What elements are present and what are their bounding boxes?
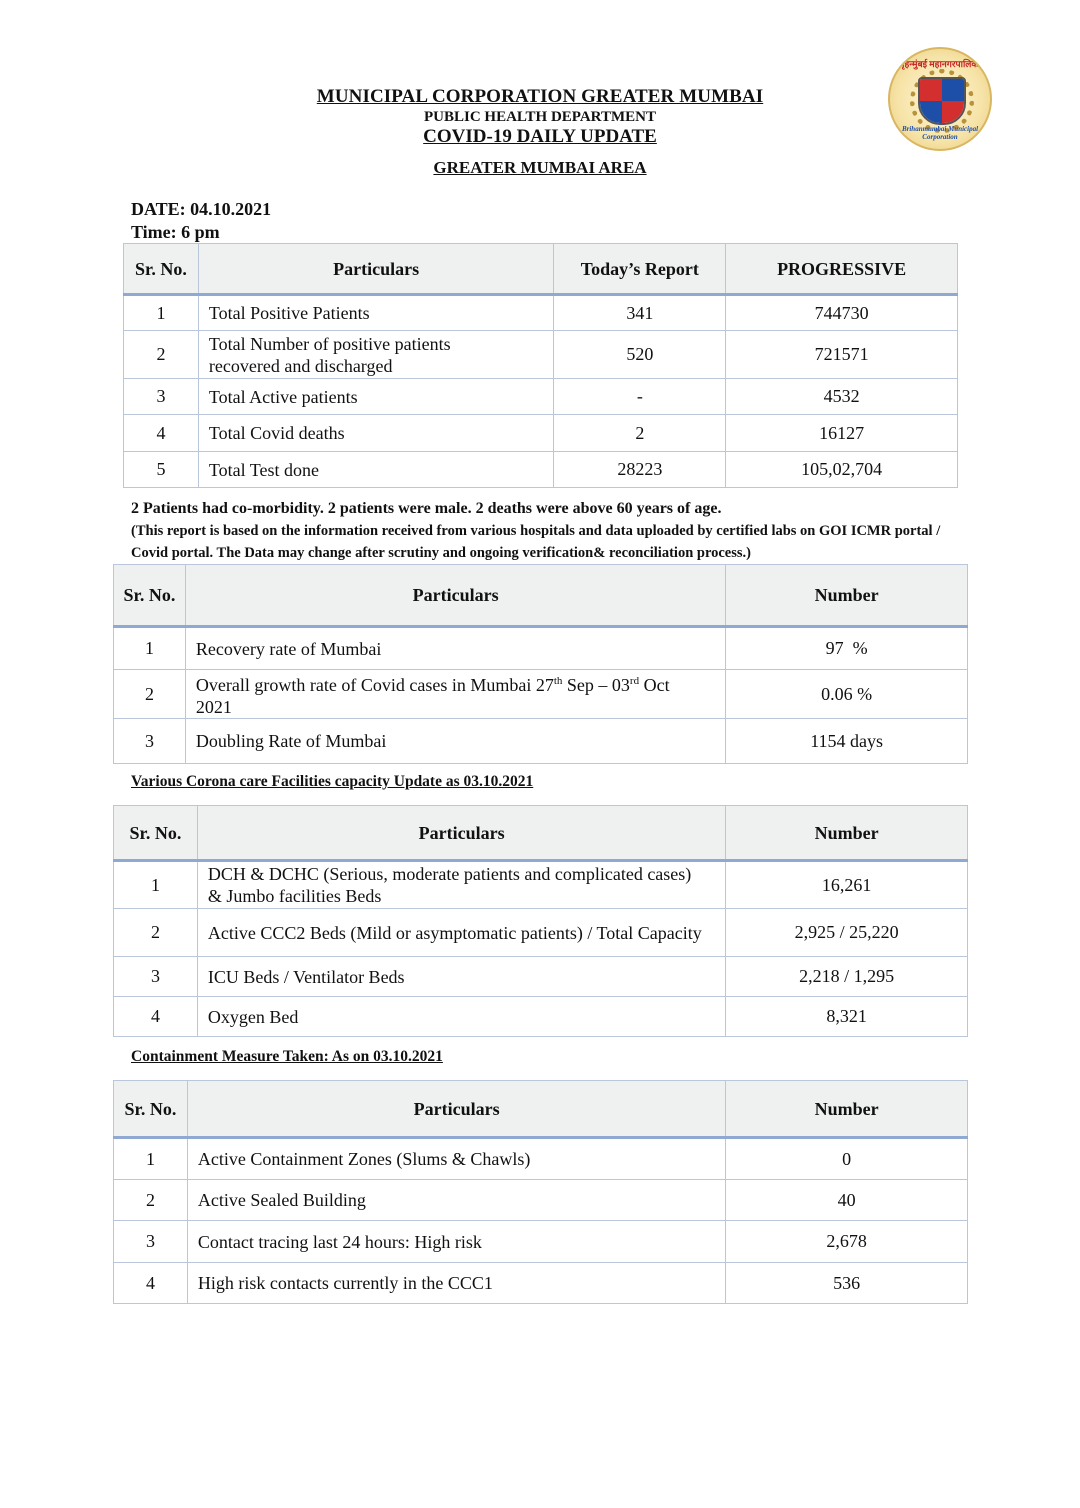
col-particulars: Particulars [197, 806, 725, 861]
table-row [114, 861, 968, 909]
cell-particular: Total Covid deaths [198, 415, 554, 452]
containment-section-title: Containment Measure Taken: As on 03.10.2021 [131, 1048, 443, 1065]
cell-particular: High risk contacts currently in the CCC1 [187, 1263, 725, 1304]
cell-particular: Total Active patients [198, 379, 554, 415]
cell-number: 8,321 [726, 997, 968, 1037]
col-sr-no: Sr. No. [114, 565, 186, 627]
table-row [114, 909, 968, 957]
col-sr-no: Sr. No. [114, 806, 198, 861]
report-date: DATE: 04.10.2021 [131, 199, 272, 219]
cell-today: 520 [554, 331, 726, 379]
cell-particular: Active Sealed Building [187, 1180, 725, 1221]
cell-sr: 1 [114, 1138, 188, 1180]
cell-particular: DCH & DCHC (Serious, moderate patients and complicated cases) & Jumbo facilities Beds [197, 861, 725, 909]
cell-sr: 4 [114, 1263, 188, 1304]
disclaimer-note: (This report is based on the information received from various hospitals and data uploaded by certified labs on GOI ICMR portal / Covid portal. The Data may change after scrutiny and ongoing verification& reconciliation process.) [131, 523, 941, 561]
table-row [114, 1180, 968, 1221]
rates-table [113, 564, 968, 764]
col-number: Number [726, 565, 968, 627]
col-sr-no: Sr. No. [124, 244, 199, 295]
report-notes [131, 498, 961, 564]
cell-today: 341 [554, 295, 726, 331]
table-row [114, 670, 968, 719]
table-row [124, 379, 958, 415]
cell-sr: 4 [114, 997, 198, 1037]
table-header-row [114, 806, 968, 861]
cell-sr: 2 [114, 670, 186, 719]
corporation-title: MUNICIPAL CORPORATION GREATER MUMBAI [316, 86, 764, 107]
cell-progressive: 16127 [726, 415, 958, 452]
cell-progressive: 4532 [726, 379, 958, 415]
logo-marathi-text: बृहन्मुंबई महानगरपालिका [899, 59, 981, 69]
cell-particular: Overall growth rate of Covid cases in Mumbai 27th Sep – 03rd Oct 2021 [185, 670, 725, 719]
cell-number: 97 % [726, 627, 968, 670]
report-time: Time: 6 pm [131, 222, 220, 242]
table-row [124, 452, 958, 488]
daily-summary-table [123, 243, 958, 488]
cell-particular: Total Test done [198, 452, 554, 488]
cell-sr: 3 [124, 379, 199, 415]
update-title: COVID-19 DAILY UPDATE [423, 126, 657, 147]
cell-sr: 2 [114, 1180, 188, 1221]
cell-number: 0 [726, 1138, 968, 1180]
cell-sr: 3 [114, 1221, 188, 1263]
cell-particular: Oxygen Bed [197, 997, 725, 1037]
facilities-table [113, 805, 968, 1037]
table-header-row [114, 1081, 968, 1138]
table-row [114, 719, 968, 764]
cell-number: 2,218 / 1,295 [726, 957, 968, 997]
cell-particular: Doubling Rate of Mumbai [185, 719, 725, 764]
cell-sr: 5 [124, 452, 199, 488]
cell-sr: 2 [114, 909, 198, 957]
cell-sr: 1 [114, 861, 198, 909]
cell-progressive: 721571 [726, 331, 958, 379]
cell-today: - [554, 379, 726, 415]
cell-sr: 3 [114, 957, 198, 997]
cell-number: 2,678 [726, 1221, 968, 1263]
col-particulars: Particulars [185, 565, 725, 627]
cell-particular: Recovery rate of Mumbai [185, 627, 725, 670]
cell-number: 40 [726, 1180, 968, 1221]
table-row [114, 957, 968, 997]
cell-number: 2,925 / 25,220 [726, 909, 968, 957]
cell-number: 1154 days [726, 719, 968, 764]
cell-number: 16,261 [726, 861, 968, 909]
cell-today: 2 [554, 415, 726, 452]
bmc-logo-emblem-icon [888, 47, 992, 151]
department-name: PUBLIC HEALTH DEPARTMENT [423, 109, 656, 125]
containment-table [113, 1080, 968, 1304]
logo-shield-icon [918, 77, 966, 125]
table-row [114, 1138, 968, 1180]
col-today-report: Today’s Report [554, 244, 726, 295]
cell-particular: Total Number of positive patients recovered and discharged [198, 331, 554, 379]
table-row [114, 997, 968, 1037]
cell-sr: 1 [124, 295, 199, 331]
cell-sr: 1 [114, 627, 186, 670]
cell-particular: ICU Beds / Ventilator Beds [197, 957, 725, 997]
deaths-note: 2 Patients had co-morbidity. 2 patients were male. 2 deaths were above 60 years of age. [131, 500, 722, 517]
cell-sr: 4 [124, 415, 199, 452]
col-progressive: PROGRESSIVE [726, 244, 958, 295]
area-title: GREATER MUMBAI AREA [433, 158, 647, 177]
logo-english-text: Brihanmumbai Municipal Corporation [901, 125, 979, 141]
col-particulars: Particulars [198, 244, 554, 295]
col-number: Number [726, 806, 968, 861]
cell-sr: 3 [114, 719, 186, 764]
cell-number: 0.06 % [726, 670, 968, 719]
cell-sr: 2 [124, 331, 199, 379]
table-row [114, 1263, 968, 1304]
facilities-section-title: Various Corona care Facilities capacity Update as 03.10.2021 [131, 773, 534, 790]
table-header-row [124, 244, 958, 295]
table-row [124, 415, 958, 452]
table-row [114, 627, 968, 670]
report-meta [131, 198, 271, 244]
table-header-row [114, 565, 968, 627]
table-row [114, 1221, 968, 1263]
col-number: Number [726, 1081, 968, 1138]
cell-particular: Active CCC2 Beds (Mild or asymptomatic patients) / Total Capacity [197, 909, 725, 957]
col-particulars: Particulars [187, 1081, 725, 1138]
cell-progressive: 744730 [726, 295, 958, 331]
cell-particular: Total Positive Patients [198, 295, 554, 331]
cell-number: 536 [726, 1263, 968, 1304]
table-row [124, 331, 958, 379]
cell-today: 28223 [554, 452, 726, 488]
col-sr-no: Sr. No. [114, 1081, 188, 1138]
table-row [124, 295, 958, 331]
cell-particular: Contact tracing last 24 hours: High risk [187, 1221, 725, 1263]
cell-progressive: 105,02,704 [726, 452, 958, 488]
cell-particular: Active Containment Zones (Slums & Chawls) [187, 1138, 725, 1180]
